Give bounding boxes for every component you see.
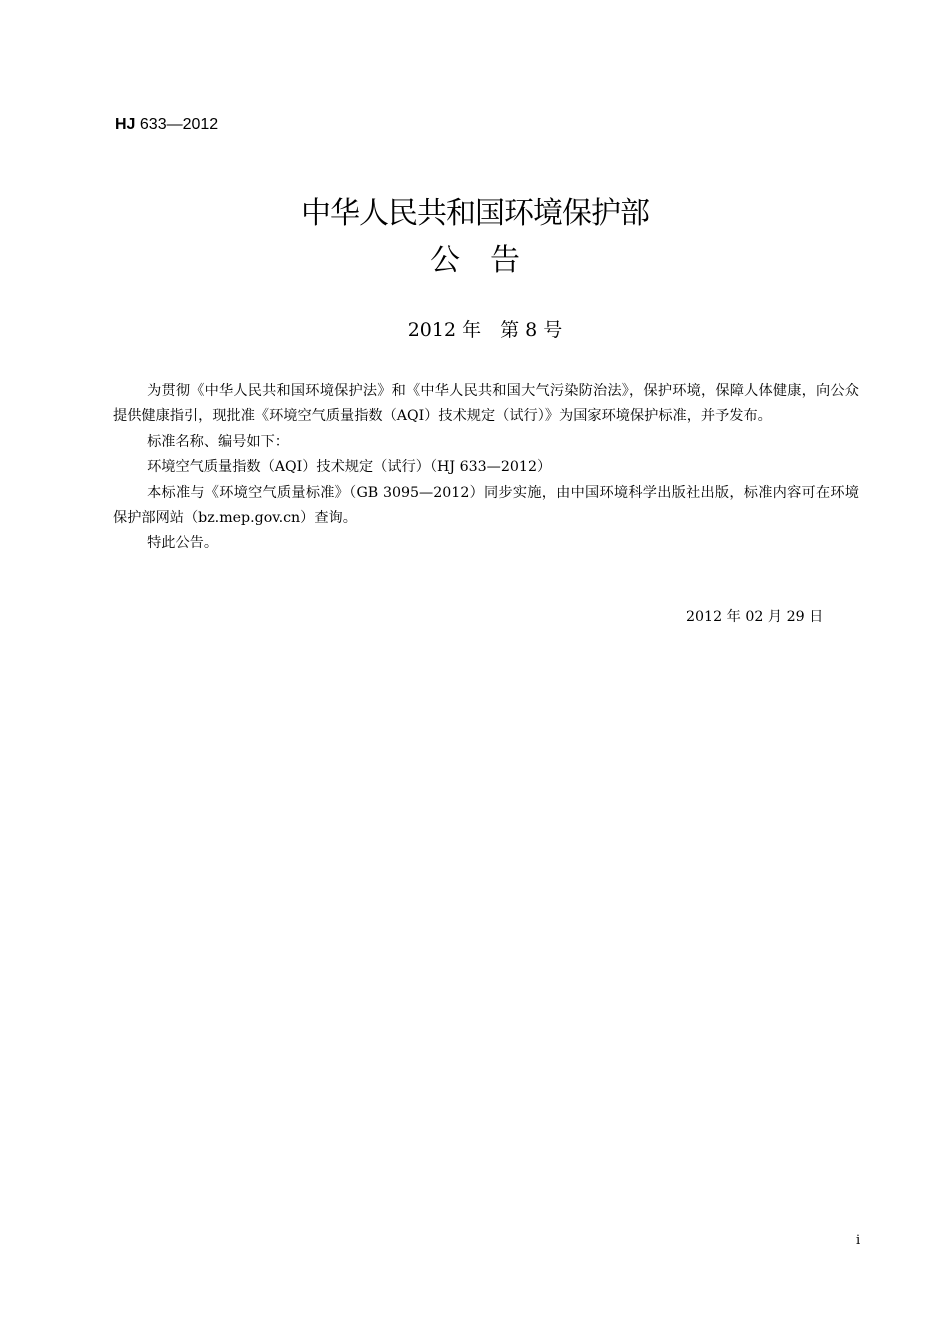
standard-code-prefix: HJ	[115, 116, 136, 133]
body-paragraph: 环境空气质量指数（AQI）技术规定（试行）（HJ 633—2012）	[147, 459, 552, 476]
body-paragraph: 标准名称、编号如下：	[147, 433, 289, 450]
notice-title: 公 告	[430, 243, 520, 278]
body-paragraph: 为贯彻《中华人民共和国环境保护法》和《中华人民共和国大气污染防治法》，保护环境，保障人体健康，向公众提供健康指引，现批准《环境空气质量指数（AQI）技术规定（试行）》为国家环境保护标准，并予发布。	[113, 383, 859, 425]
issue-number: 2012 年 第 8 号	[407, 319, 563, 341]
ministry-title: 中华人民共和国环境保护部	[301, 196, 649, 231]
announcement-body	[113, 379, 859, 557]
body-paragraph: 本标准与《环境空气质量标准》（GB 3095—2012）同步实施，由中国环境科学出版社出版，标准内容可在环境保护部网站（bz.mep.gov.cn）查询。	[113, 484, 859, 527]
standard-code	[115, 115, 218, 135]
body-paragraph: 特此公告。	[147, 535, 219, 552]
announcement-date: 2012 年 02 月 29 日	[686, 609, 824, 625]
page-number: i	[856, 1233, 861, 1248]
standard-code-number: 633—2012	[139, 116, 219, 133]
